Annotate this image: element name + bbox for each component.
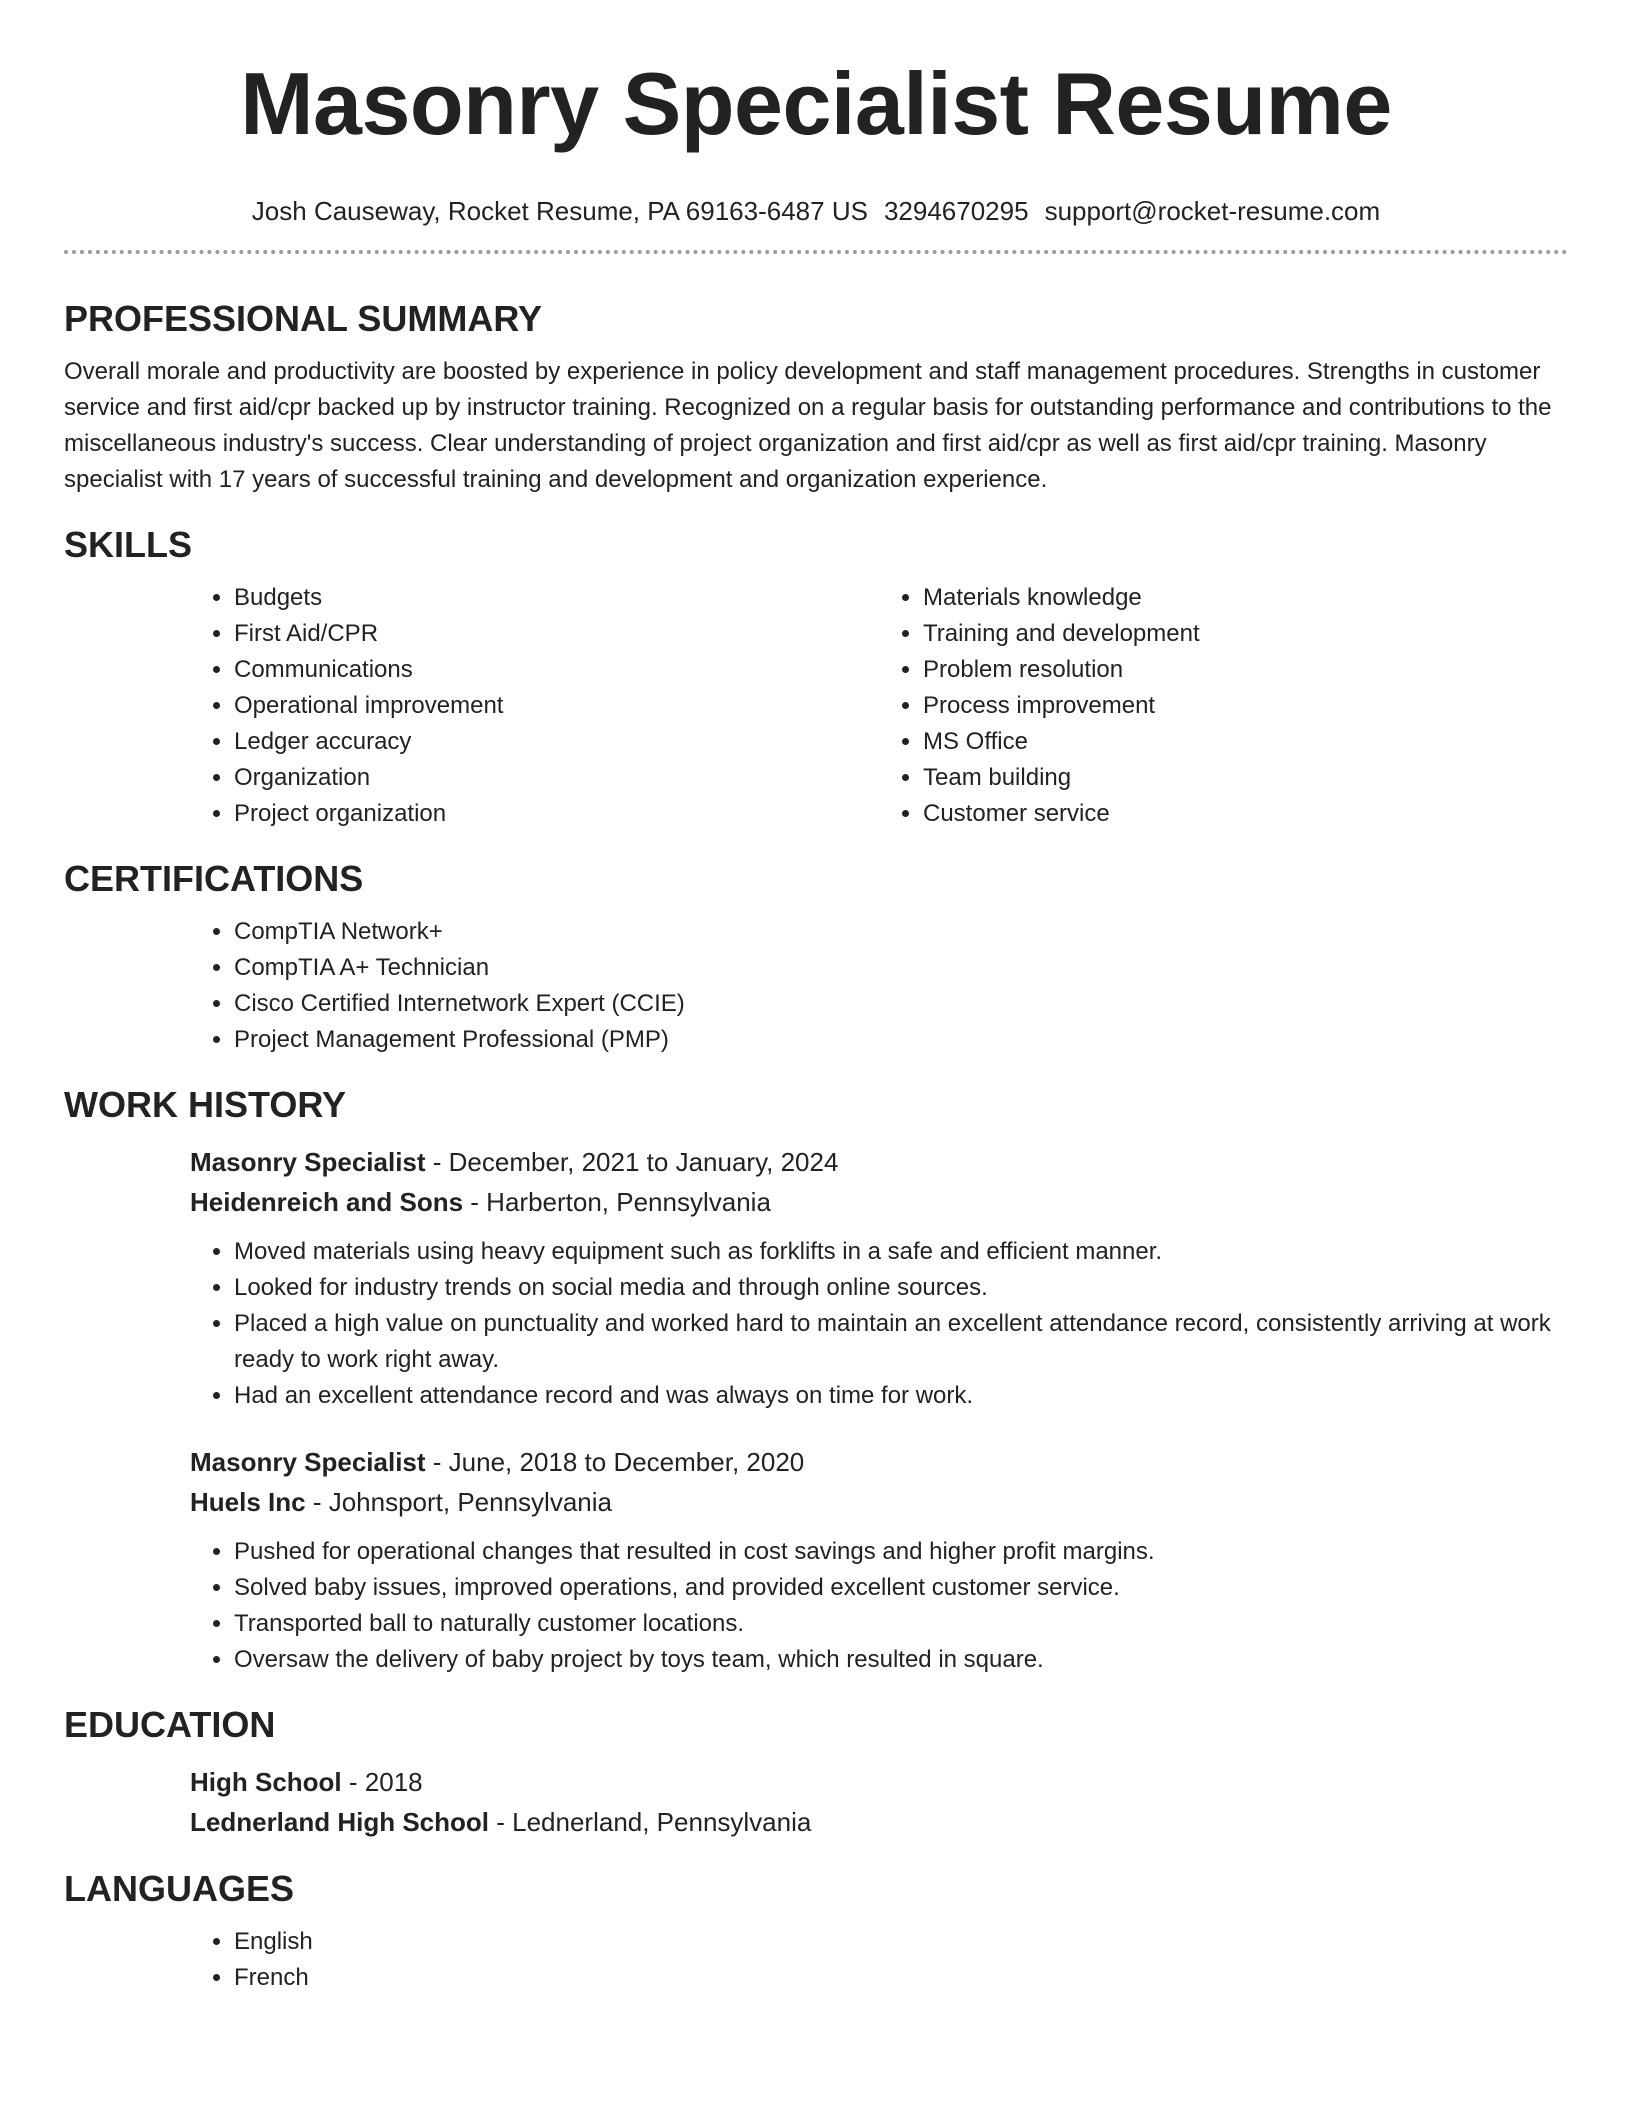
certifications-list: [190, 914, 1568, 1058]
resume-body: [64, 296, 1568, 2020]
certification-item: • CompTIA A+ Technician: [234, 950, 1568, 986]
summary-section: [64, 296, 1568, 498]
certification-item: • Cisco Certified Internetwork Expert (CCIE): [234, 986, 1568, 1022]
job-entry: [190, 1142, 1568, 1414]
job-bullet: • Placed a high value on punctuality and worked hard to maintain an excellent attendance record, consistently arriving at work ready to work right away.: [234, 1306, 1568, 1378]
skill-item: • Training and development: [923, 616, 1568, 652]
job-bullet: • Pushed for operational changes that resulted in cost savings and higher profit margins.: [234, 1534, 1568, 1570]
skill-item: • First Aid/CPR: [234, 616, 879, 652]
job-bullets: [190, 1234, 1568, 1414]
skill-item: • Communications: [234, 652, 879, 688]
contact-phone: 3294670295: [883, 196, 1029, 226]
job-location: - Harberton, Pennsylvania: [463, 1187, 771, 1217]
skill-item: • Materials knowledge: [923, 580, 1568, 616]
job-bullet: • Transported ball to naturally customer locations.: [234, 1606, 1568, 1642]
languages-section: [64, 1866, 1568, 1996]
job-entry: [190, 1442, 1568, 1678]
education-degree: High School: [190, 1767, 342, 1797]
job-bullet: • Had an excellent attendance record and was always on time for work.: [234, 1378, 1568, 1414]
job-title-line: [190, 1442, 1568, 1482]
job-bullet: • Moved materials using heavy equipment such as forklifts in a safe and efficient manner.: [234, 1234, 1568, 1270]
skills-section: [64, 522, 1568, 832]
job-title-line: [190, 1142, 1568, 1182]
job-bullet: • Looked for industry trends on social media and through online sources.: [234, 1270, 1568, 1306]
job-bullets: [190, 1534, 1568, 1678]
skill-item: • Process improvement: [923, 688, 1568, 724]
education-entry: [190, 1762, 1568, 1842]
languages-heading: LANGUAGES: [64, 1868, 295, 1909]
job-title: Masonry Specialist: [190, 1147, 426, 1177]
work-history-section: [64, 1082, 1568, 1678]
contact-line: [0, 194, 1632, 228]
job-bullet: • Oversaw the delivery of baby project by toys team, which resulted in square.: [234, 1642, 1568, 1678]
skill-item: • Problem resolution: [923, 652, 1568, 688]
skills-heading: SKILLS: [64, 524, 193, 565]
job-title: Masonry Specialist: [190, 1447, 426, 1477]
skills-list-right: [879, 580, 1568, 832]
education-heading: EDUCATION: [64, 1704, 276, 1745]
education-location: - Lednerland, Pennsylvania: [489, 1807, 812, 1837]
summary-heading: PROFESSIONAL SUMMARY: [64, 298, 543, 339]
job-company-line: [190, 1482, 1568, 1522]
education-year: - 2018: [341, 1767, 423, 1797]
contact-email: support@rocket-resume.com: [1044, 196, 1381, 226]
languages-list: [190, 1924, 1568, 1996]
education-section: [64, 1702, 1568, 1842]
skill-item: • MS Office: [923, 724, 1568, 760]
work-history-heading: WORK HISTORY: [64, 1084, 347, 1125]
header-divider: [64, 250, 1568, 254]
language-item: • English: [234, 1924, 1568, 1960]
certifications-section: [64, 856, 1568, 1058]
job-company-line: [190, 1182, 1568, 1222]
education-school: Lednerland High School: [190, 1807, 490, 1837]
skills-columns: [190, 580, 1568, 832]
page-title: Masonry Specialist Resume: [240, 54, 1392, 153]
job-dates: - December, 2021 to January, 2024: [425, 1147, 839, 1177]
job-company: Heidenreich and Sons: [190, 1187, 464, 1217]
certification-item: • CompTIA Network+: [234, 914, 1568, 950]
certification-item: • Project Management Professional (PMP): [234, 1022, 1568, 1058]
skill-item: • Ledger accuracy: [234, 724, 879, 760]
job-dates: - June, 2018 to December, 2020: [425, 1447, 805, 1477]
certifications-heading: CERTIFICATIONS: [64, 858, 364, 899]
job-company: Huels Inc: [190, 1487, 306, 1517]
language-item: • French: [234, 1960, 1568, 1996]
summary-text: Overall morale and productivity are boosted by experience in policy development and staff management procedures. Strengths in customer service and first aid/cpr backed up by instructor training. Recognized on a regular basis for outstanding performance and contributions to the miscellaneous industry's success. Clear understanding of project organization and first aid/cpr as well as first aid/cpr training. Masonry specialist with 17 years of successful training and development and organization experience.: [64, 358, 1552, 493]
education-school-line: [190, 1802, 1568, 1842]
contact-address: Josh Causeway, Rocket Resume, PA 69163-6487 US: [251, 196, 868, 226]
skill-item: • Team building: [923, 760, 1568, 796]
resume-header: [0, 0, 1632, 228]
job-location: - Johnsport, Pennsylvania: [305, 1487, 612, 1517]
skill-item: • Project organization: [234, 796, 879, 832]
job-bullet: • Solved baby issues, improved operations, and provided excellent customer service.: [234, 1570, 1568, 1606]
skill-item: • Customer service: [923, 796, 1568, 832]
skill-item: • Budgets: [234, 580, 879, 616]
skill-item: • Organization: [234, 760, 879, 796]
skills-list-left: [190, 580, 879, 832]
education-degree-line: [190, 1762, 1568, 1802]
skill-item: • Operational improvement: [234, 688, 879, 724]
